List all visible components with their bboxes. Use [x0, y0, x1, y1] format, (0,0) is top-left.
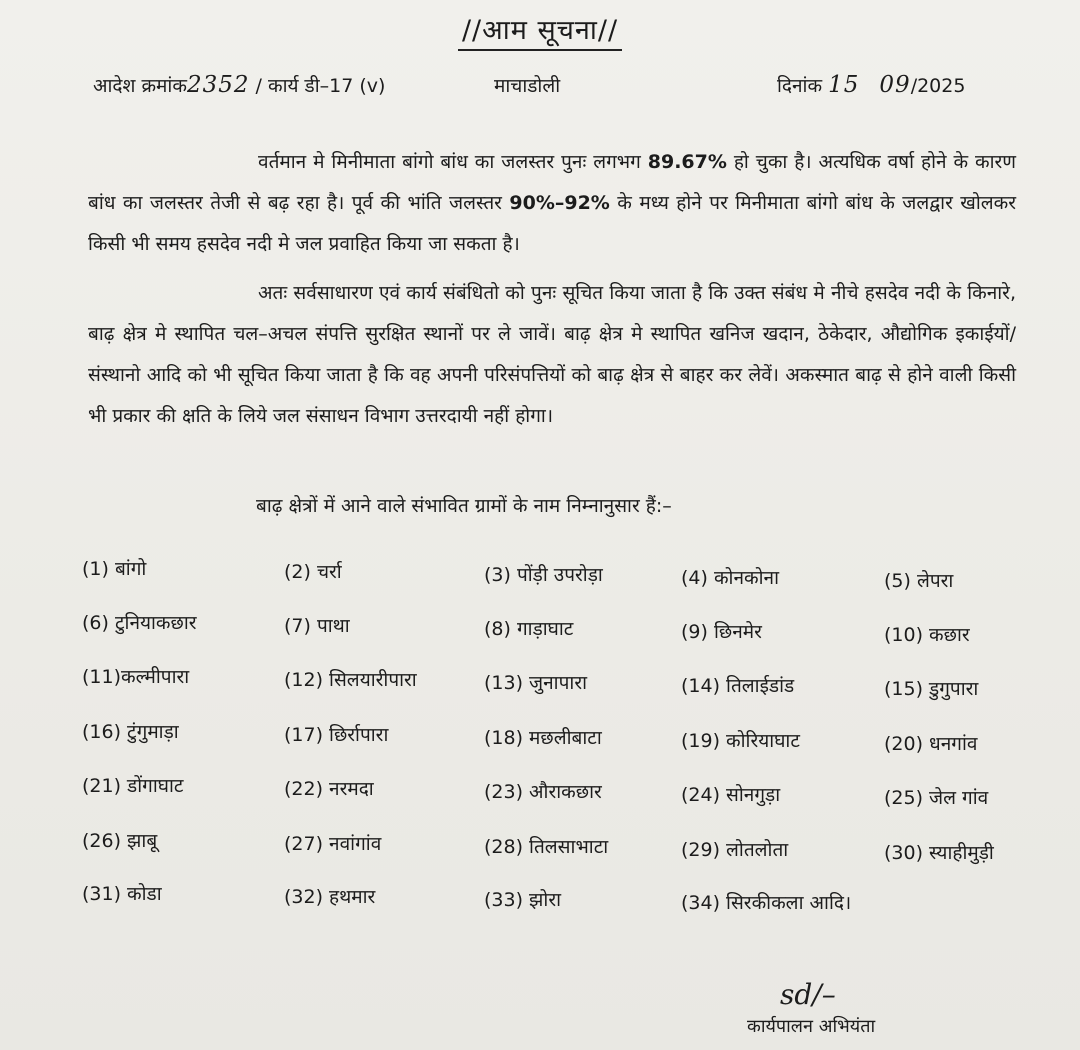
village-item: (27) नवांगांव [284, 833, 382, 855]
village-item: (20) धनगांव [884, 733, 978, 755]
date-day: 15 [828, 72, 860, 98]
date-year: /2025 [910, 75, 966, 97]
village-item: (22) नरमदा [284, 778, 374, 800]
village-item: (13) जुनापारा [484, 672, 588, 694]
village-item: (34) सिरकीकला आदि। [681, 892, 852, 914]
village-item: (9) छिनमेर [681, 621, 762, 643]
date-month: 09 [879, 72, 911, 98]
village-item: (23) औराकछार [484, 781, 602, 803]
village-item: (26) झाबू [82, 830, 158, 852]
range-percent: 90%–92% [509, 192, 610, 214]
village-item: (4) कोनकोना [681, 567, 779, 589]
village-item: (5) लेपरा [884, 570, 954, 592]
paragraph-public-warning: अतः सर्वसाधारण एवं कार्य संबंधितो को पुनः सूचित किया जाता है कि उक्त संबंध मे नीचे हसदेव नदी के किनारे, बाढ़ क्षेत्र मे स्थापित चल–अचल संपत्ति सुरक्षित स्थानों पर ले जावें। बाढ़ क्षेत्र मे स्थापित खनिज खदान, ठेकेदार, औद्योगिक इकाईयों/संस्थानो आदि को भी सूचित किया जाता है कि वह अपनी परिसंपत्तियों को बाढ़ क्षेत्र से बाहर कर लेवें। अकस्मात बाढ़ से होने वाली किसी भी प्रकार की क्षति के लिये जल संसाधन विभाग उत्तरदायी नहीं होगा। [88, 282, 1016, 427]
village-item: (29) लोतलोता [681, 839, 789, 861]
village-item: (16) टुंगुमाड़ा [82, 721, 179, 743]
village-item: (3) पोंड़ी उपरोड़ा [484, 564, 603, 586]
village-item: (18) मछलीबाटा [484, 727, 602, 749]
village-item: (32) हथमार [284, 886, 376, 908]
village-item: (10) कछार [884, 624, 970, 646]
village-item: (24) सोनगुड़ा [681, 784, 781, 806]
village-item: (7) पाथा [284, 615, 350, 637]
village-item: (6) टुनियाकछार [82, 612, 197, 634]
village-item: (2) चर्रा [284, 561, 342, 583]
village-item: (15) डुगुपारा [884, 678, 979, 700]
village-item: (21) डोंगाघाट [82, 775, 184, 797]
date-label: दिनांक [777, 75, 823, 97]
village-item: (28) तिलसाभाटा [484, 836, 609, 858]
order-suffix: / कार्य डी–17 (v) [255, 75, 386, 97]
village-item: (17) छिर्रापारा [284, 724, 389, 746]
village-item: (11)कल्मीपारा [82, 666, 190, 688]
village-item: (14) तिलाईडांड [681, 675, 795, 697]
signature: sd/– [780, 978, 836, 1011]
village-item: (33) झोरा [484, 889, 562, 911]
villages-intro: बाढ़ क्षेत्रों में आने वाले संभावित ग्रामों के नाम निम्नानुसार हैं:– [256, 495, 672, 517]
village-item: (8) गाड़ाघाट [484, 618, 574, 640]
order-number: 2352 [186, 72, 250, 98]
office-place: माचाडोली [494, 75, 561, 97]
level-percent: 89.67% [647, 151, 727, 173]
paragraph-water-level: वर्तमान मे मिनीमाता बांगो बांध का जलस्तर पुनः लगभग 89.67% हो चुका है। अत्यधिक वर्षा होने के कारण बांध का जलस्तर तेजी से बढ़ रहा है। पूर्व की भांति जलस्तर 90%–92% के मध्य होने पर मिनीमाता बांगो बांध के जलद्वार खोलकर किसी भी समय हसदेव नदी मे जल प्रवाहित किया जा सकता है। [88, 151, 1016, 255]
village-item: (30) स्याहीमुड़ी [884, 842, 994, 864]
notice-title: //आम सूचना// [0, 10, 1080, 51]
village-item: (12) सिलयारीपारा [284, 669, 417, 691]
village-item: (31) कोडा [82, 883, 162, 905]
village-item: (19) कोरियाघाट [681, 730, 800, 752]
order-label: आदेश क्रमांक [93, 75, 187, 97]
village-item: (1) बांगो [82, 558, 147, 580]
designation: कार्यपालन अभियंता [747, 1016, 876, 1037]
village-item: (25) जेल गांव [884, 787, 989, 809]
